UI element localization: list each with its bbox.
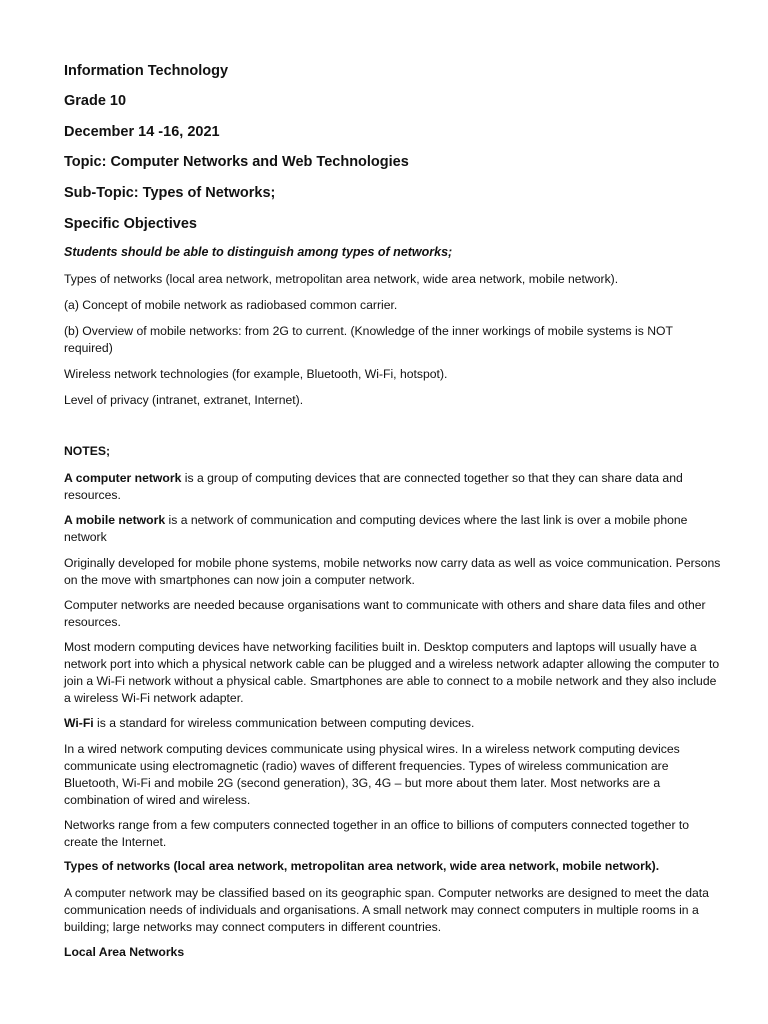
subject-heading: Information Technology <box>64 63 229 79</box>
note-text: is a standard for wireless communication between computing devices. <box>93 716 475 730</box>
note-text: is a network of communication and computing devices where the last link is over a mobile phone network <box>64 513 688 544</box>
date-heading: December 14 -16, 2021 <box>64 124 220 140</box>
note-paragraph <box>64 715 724 732</box>
term-wifi: Wi-Fi <box>64 716 94 730</box>
lan-heading: Local Area Networks <box>64 945 185 959</box>
term-mobile-network: A mobile network <box>64 513 166 527</box>
note-paragraph: Most modern computing devices have networking facilities built in. Desktop computers and laptops will usually have a network port into which a physical network cable can be plugged and a wireless network adapter allowing the computer to join a Wi-Fi network without a physical cable. Smartphones are able to connect to a mobile network and they also include a wireless Wi-Fi network adapter. <box>64 640 720 705</box>
note-text: is a group of computing devices that are connected together so that they can share data and resources. <box>64 471 683 502</box>
term-computer-network: A computer network <box>64 471 182 485</box>
note-paragraph: A computer network may be classified based on its geographic span. Computer networks are designed to meet the data communication needs of individuals and organisations. A small network may connect computers in multiple rooms in a building; large networks may connect computers in different countries. <box>64 886 709 934</box>
grade-heading: Grade 10 <box>64 93 127 109</box>
types-of-networks-heading: Types of networks (local area network, metropolitan area network, wide area network, mobile network). <box>64 859 660 873</box>
objective-item: (a) Concept of mobile network as radiobased common carrier. <box>64 298 398 312</box>
note-paragraph: Networks range from a few computers connected together in an office to billions of computers connected together to create the Internet. <box>64 818 690 849</box>
notes-heading: NOTES; <box>64 444 111 458</box>
objectives-heading: Specific Objectives <box>64 216 197 232</box>
objective-item: Wireless network technologies (for example, Bluetooth, Wi-Fi, hotspot). <box>64 367 448 381</box>
objective-item: Types of networks (local area network, metropolitan area network, wide area network, mobile network). <box>64 272 619 286</box>
objective-item: Level of privacy (intranet, extranet, Internet). <box>64 393 304 407</box>
note-paragraph: In a wired network computing devices communicate using physical wires. In a wireless network computing devices communicate using electromagnetic (radio) waves of different frequencies. Types of wireless communication are Bluetooth, Wi-Fi and mobile 2G (second generation), 3G, 4G – but more about them later. Most networks are a combination of wired and wireless. <box>64 742 680 807</box>
subtopic-heading: Sub-Topic: Types of Networks; <box>64 185 276 201</box>
objectives-lead: Students should be able to distinguish among types of networks; <box>64 245 453 259</box>
objective-item: (b) Overview of mobile networks: from 2G to current. (Knowledge of the inner workings of mobile systems is NOT required) <box>64 324 673 355</box>
note-paragraph: Originally developed for mobile phone systems, mobile networks now carry data as well as voice communication. Persons on the move with smartphones can now join a computer network. <box>64 556 721 587</box>
note-paragraph <box>64 470 724 504</box>
topic-heading: Topic: Computer Networks and Web Technologies <box>64 154 409 170</box>
note-paragraph: Computer networks are needed because organisations want to communicate with others and share data files and other resources. <box>64 598 706 629</box>
note-paragraph <box>64 512 724 546</box>
